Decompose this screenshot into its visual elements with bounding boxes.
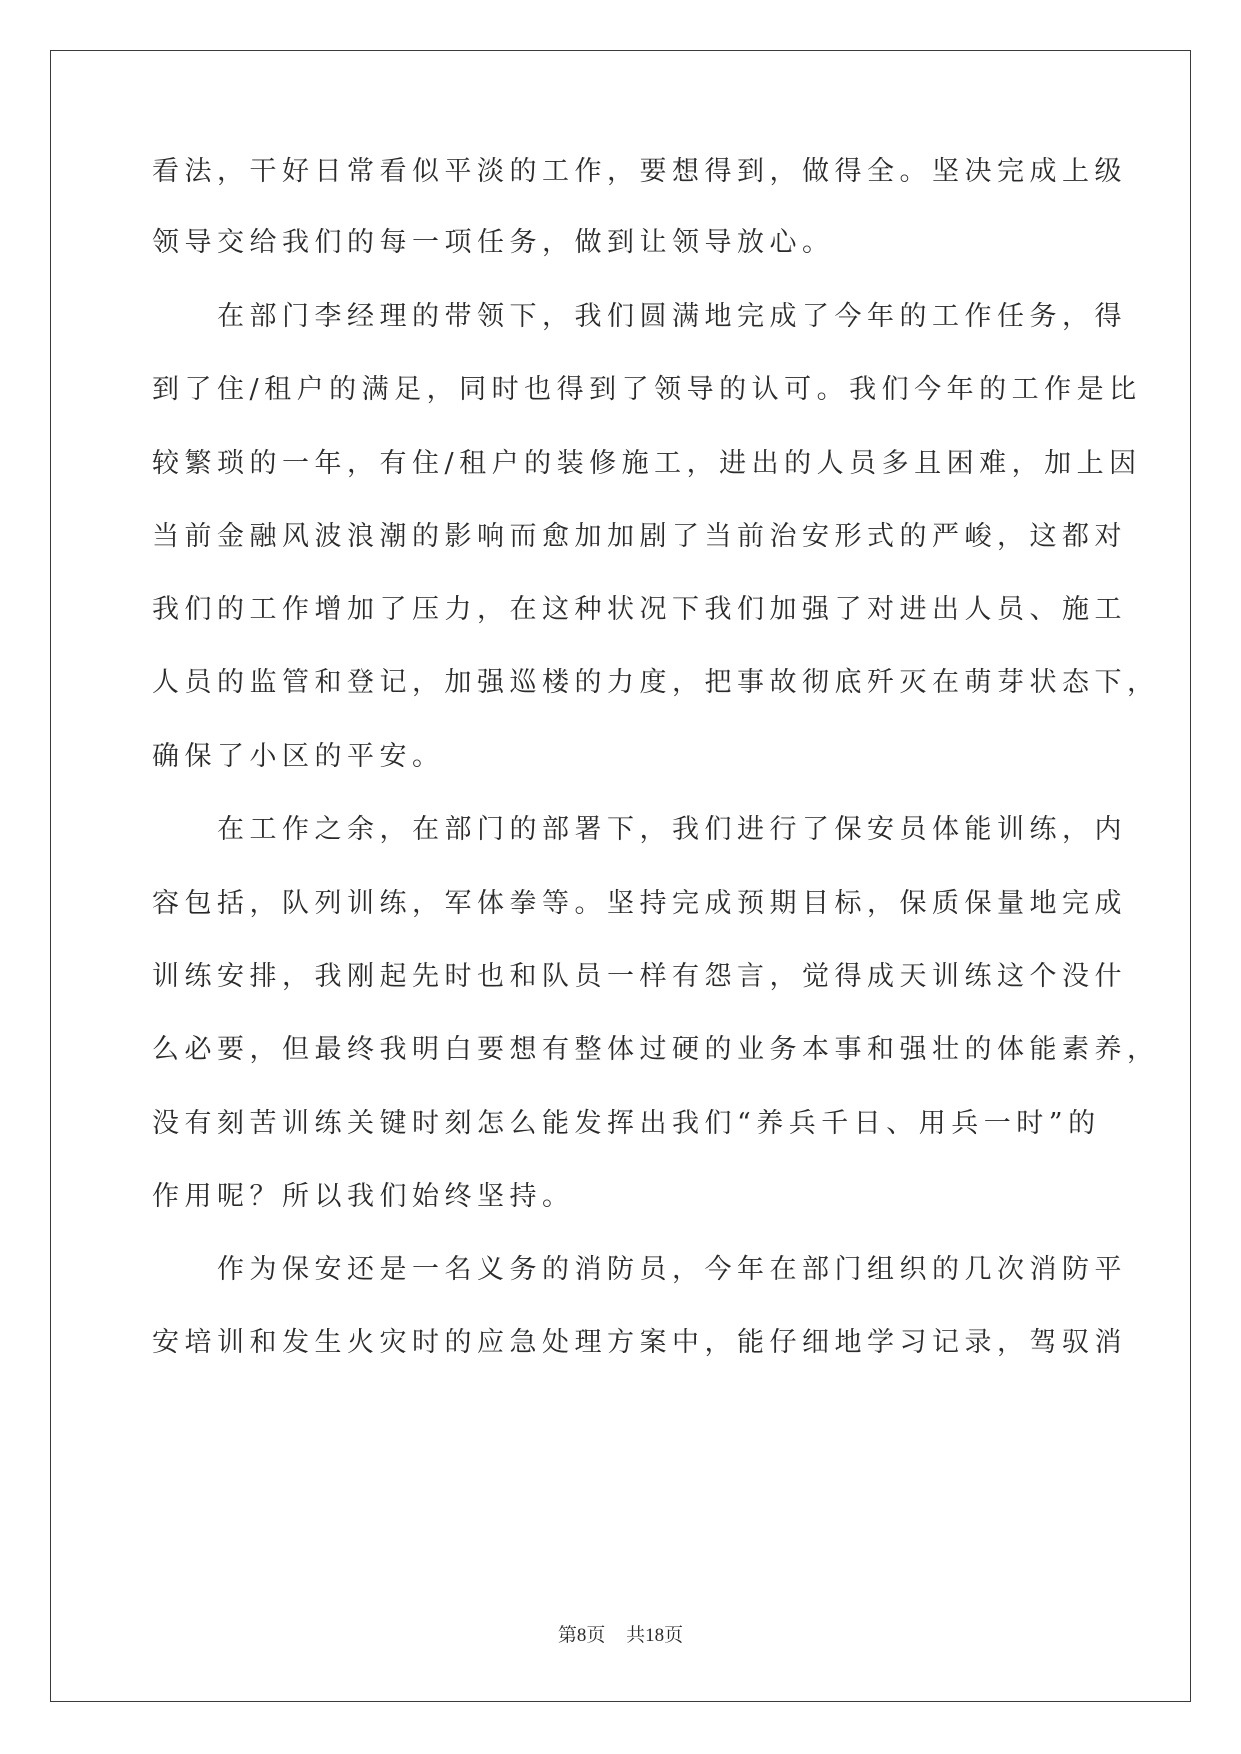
- text-line: 当前金融风波浪潮的影响而愈加加剧了当前治安形式的严峻，这都对: [152, 521, 1127, 552]
- text-line: 容包括，队列训练，军体拳等。坚持完成预期目标，保质保量地完成: [152, 888, 1127, 919]
- text-line: 领导交给我们的每一项任务，做到让领导放心。: [152, 227, 835, 258]
- text-line: 作为保安还是一名义务的消防员，今年在部门组织的几次消防平: [152, 1254, 1127, 1285]
- text-line: 作用呢？所以我们始终坚持。: [152, 1181, 575, 1212]
- page-total: 共18页: [626, 1625, 684, 1646]
- text-line: 确保了小区的平安。: [152, 741, 445, 772]
- text-line: 人员的监管和登记，加强巡楼的力度，把事故彻底歼灭在萌芽状态下，: [152, 667, 1160, 698]
- text-line: 在工作之余，在部门的部署下，我们进行了保安员体能训练，内: [152, 814, 1127, 845]
- page-footer: [0, 1620, 1241, 1647]
- text-line: 到了住/租户的满足，同时也得到了领导的认可。我们今年的工作是比: [152, 374, 1142, 405]
- text-line: 较繁琐的一年，有住/租户的装修施工，进出的人员多且困难，加上因: [152, 448, 1142, 479]
- text-line: 么必要，但最终我明白要想有整体过硬的业务本事和强壮的体能素养，: [152, 1034, 1160, 1065]
- text-line: 在部门李经理的带领下，我们圆满地完成了今年的工作任务，得: [152, 301, 1127, 332]
- text-line: 我们的工作增加了压力，在这种状况下我们加强了对进出人员、施工: [152, 594, 1127, 625]
- text-line: 没有刻苦训练关键时刻怎么能发挥出我们“养兵千日、用兵一时”的: [152, 1108, 1101, 1139]
- text-line: 训练安排，我刚起先时也和队员一样有怨言，觉得成天训练这个没什: [152, 961, 1127, 992]
- text-line: 安培训和发生火灾时的应急处理方案中，能仔细地学习记录，驾驭消: [152, 1327, 1127, 1358]
- text-line: 看法，干好日常看似平淡的工作，要想得到，做得全。坚决完成上级: [152, 156, 1127, 187]
- page-number: 第8页: [557, 1625, 606, 1646]
